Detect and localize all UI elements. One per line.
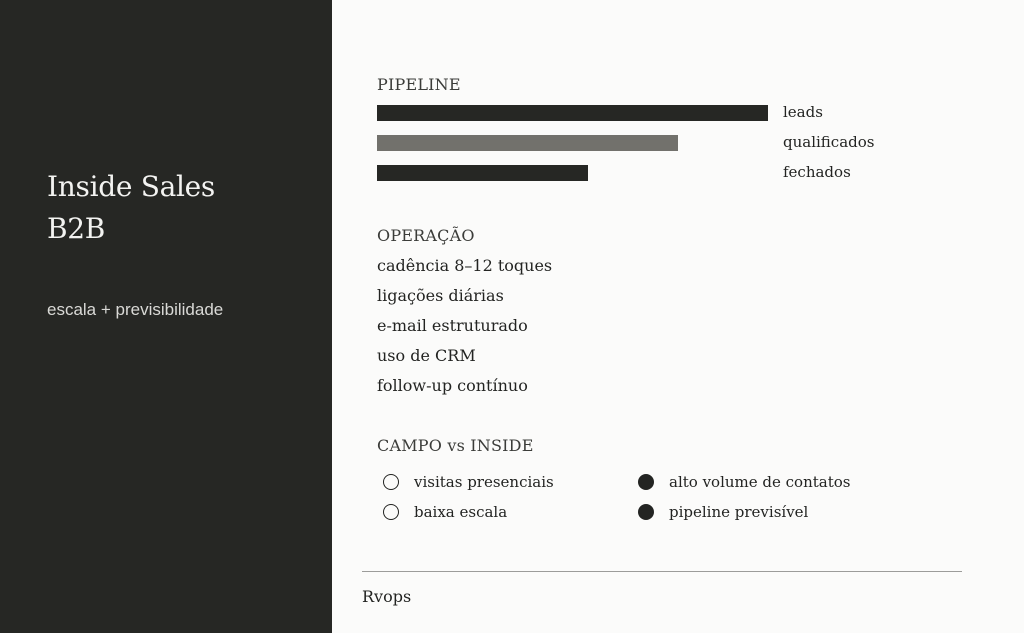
right-panel (332, 0, 1024, 633)
inside-item: alto volume de contatos (669, 473, 851, 491)
footer-divider (362, 571, 962, 572)
filled-circle-icon (638, 474, 654, 490)
hollow-circle-icon (383, 504, 399, 520)
operacao-item: cadência 8–12 toques (377, 256, 553, 275)
operacao-heading: OPERAÇÃO (377, 226, 475, 245)
subtitle: escala + previsibilidade (47, 300, 224, 319)
pipeline-heading: PIPELINE (377, 75, 461, 94)
filled-circle-icon (638, 504, 654, 520)
operacao-item: e-mail estruturado (377, 316, 528, 335)
title-line-1: Inside Sales (47, 170, 215, 203)
pipeline-label-qualificados: qualificados (783, 133, 875, 151)
pipeline-bar-fechados (377, 165, 588, 181)
pipeline-label-leads: leads (783, 103, 823, 121)
comparison-heading: CAMPO vs INSIDE (377, 436, 534, 455)
inside-item: pipeline previsível (669, 503, 809, 521)
operacao-item: follow-up contínuo (377, 376, 528, 395)
page-title (47, 166, 215, 250)
left-panel (0, 0, 332, 633)
footer-brand: Rvops (362, 587, 412, 606)
operacao-item: ligações diárias (377, 286, 504, 305)
hollow-circle-icon (383, 474, 399, 490)
pipeline-bar-qualificados (377, 135, 678, 151)
campo-item: visitas presenciais (414, 473, 554, 491)
operacao-item: uso de CRM (377, 346, 476, 365)
title-line-2: B2B (47, 212, 106, 245)
campo-item: baixa escala (414, 503, 508, 521)
pipeline-bar-leads (377, 105, 768, 121)
pipeline-label-fechados: fechados (783, 163, 851, 181)
